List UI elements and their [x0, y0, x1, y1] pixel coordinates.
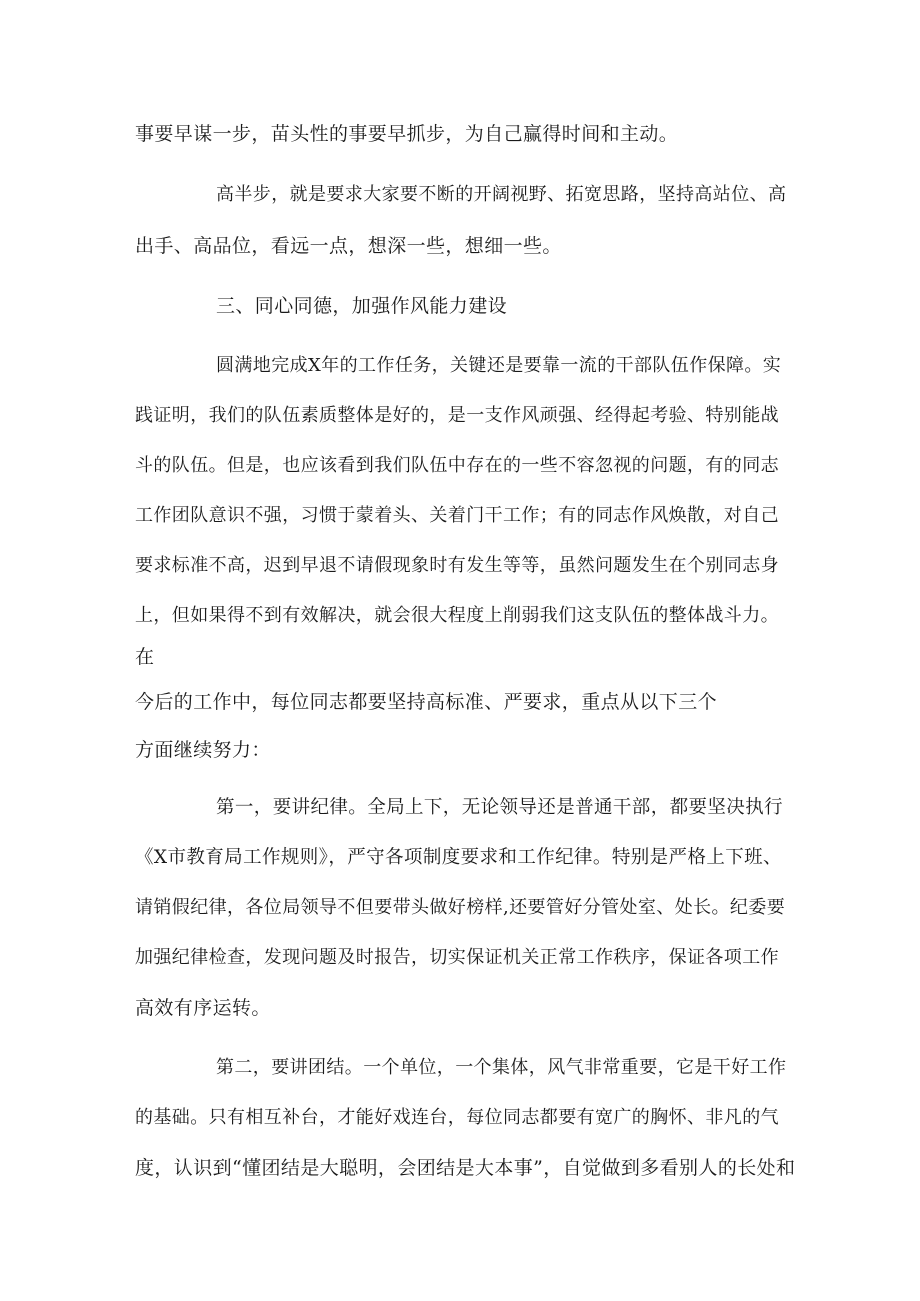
text-line: 斗的队伍。但是，也应该看到我们队伍中存在的一些不容忽视的问题，有的同志	[135, 455, 779, 476]
text-line: 的基础。只有相互补台，才能好戏连台，每位同志都要有宽广的胸怀、非凡的气	[135, 1107, 779, 1128]
section-heading: 三、同心同德，加强作风能力建设	[216, 295, 508, 317]
text-line: 加强纪律检查，发现问题及时报告，切实保证机关正常工作秩序，保证各项工作	[135, 947, 779, 968]
text-line: 今后的工作中，每位同志都要坚持高标准、严要求，重点从以下三个	[135, 691, 718, 713]
text-line: 度，认识到“懂团结是大聪明，会团结是大本事”，自觉做到多看别人的长处和	[135, 1157, 796, 1179]
text-line: 《X市教育局工作规则》，严守各项制度要求和工作纪律。特别是严格上下班、	[135, 847, 782, 868]
text-line: 在	[135, 646, 155, 668]
text-line: 高效有序运转。	[135, 997, 271, 1019]
text-line: 方面继续努力：	[135, 739, 271, 761]
text-line: 请销假纪律，各位局领导不但要带头做好榜样,还要管好分管处室、处长。纪委要	[135, 897, 786, 918]
text-line: 上，但如果得不到有效解决，就会很大程度上削弱我们这支队伍的整体战斗力。	[135, 605, 779, 626]
paragraph-first-line: 第一，要讲纪律。全局上下，无论领导还是普通干部，都要坚决执行	[216, 797, 784, 818]
text-line: 出手、高品位，看远一点，想深一些，想细一些。	[135, 235, 562, 257]
paragraph-first-line: 第二，要讲团结。一个单位，一个集体，风气非常重要，它是干好工作	[216, 1057, 787, 1078]
paragraph-first-line: 高半步，就是要求大家要不断的开阔视野、拓宽思路，坚持高站位、高	[216, 184, 787, 205]
text-line: 事要早谋一步，苗头性的事要早抓步，为自己赢得时间和主动。	[135, 123, 679, 145]
text-line: 践证明，我们的队伍素质整体是好的，是一支作风顽强、经得起考验、特别能战	[135, 405, 779, 426]
text-line: 工作团队意识不强，习惯于蒙着头、关着门干工作；有的同志作风焕散，对自己	[135, 505, 779, 526]
text-line: 要求标准不高，迟到早退不请假现象时有发生等等，虽然问题发生在个别同志身	[135, 555, 779, 576]
paragraph-first-line: 圆满地完成X年的工作任务，关键还是要靠一流的干部队伍作保障。实	[216, 355, 782, 376]
